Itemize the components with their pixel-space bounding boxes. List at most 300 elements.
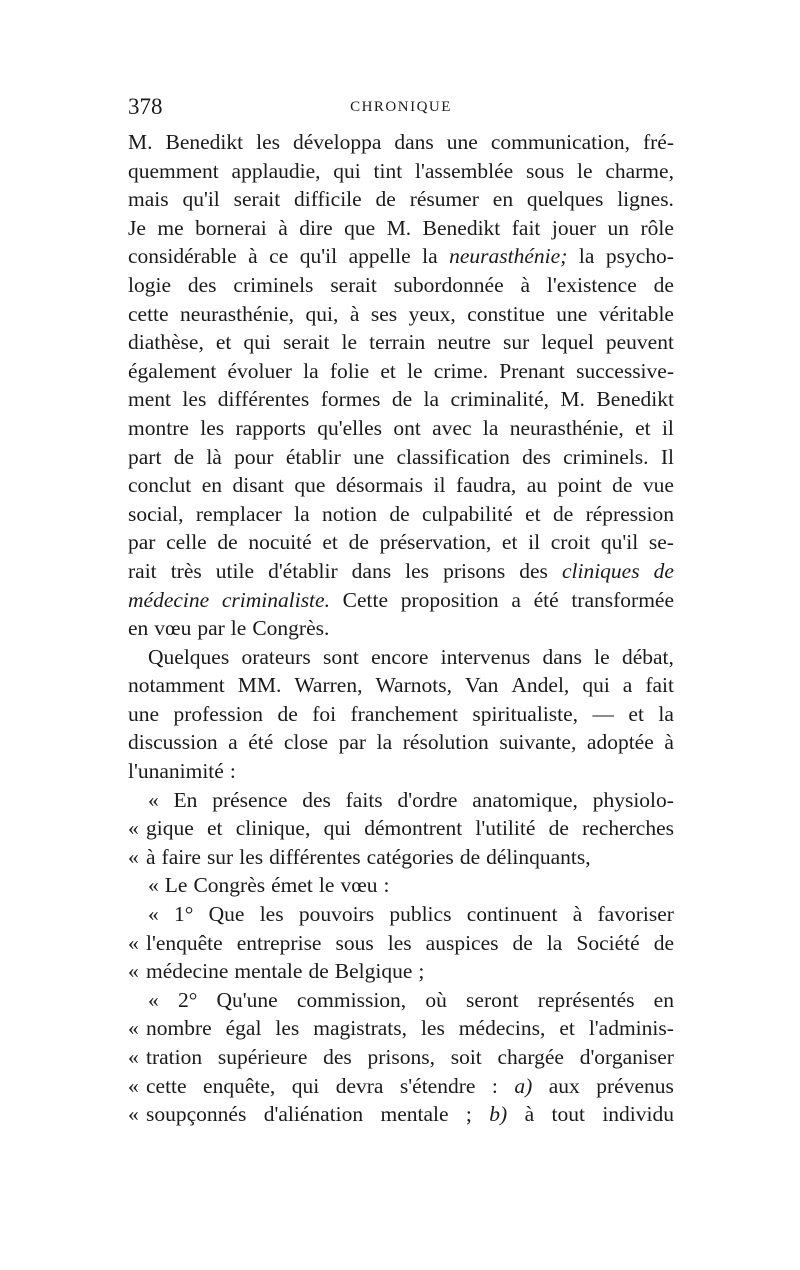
word: qui <box>333 158 361 183</box>
text-line <box>128 157 674 186</box>
word: Quelques <box>148 644 230 669</box>
word: qui <box>582 673 610 698</box>
quote-mark: « <box>128 930 139 955</box>
word: Andel, <box>511 673 570 698</box>
word: nombre <box>146 1016 212 1041</box>
word: « <box>148 987 159 1012</box>
word: et <box>215 330 232 355</box>
word: représentés <box>537 987 635 1012</box>
word: faits <box>345 787 383 812</box>
word: anatomique, <box>472 787 578 812</box>
word: en <box>128 616 149 641</box>
word: un <box>607 215 630 240</box>
word: Benedikt <box>422 215 501 240</box>
word: les <box>200 415 225 440</box>
word: médecins, <box>458 1016 546 1041</box>
word: mais <box>128 187 169 212</box>
text-line <box>128 986 674 1015</box>
word: Que <box>208 902 245 927</box>
word: la <box>422 244 438 269</box>
word: les <box>182 387 207 412</box>
word: une <box>353 444 385 469</box>
word: « <box>148 902 159 927</box>
word: Société <box>576 930 640 955</box>
text-line <box>128 443 674 472</box>
word: serait <box>282 330 330 355</box>
word: de <box>389 501 410 526</box>
word: une <box>128 701 160 726</box>
word: de <box>612 473 633 498</box>
word: dans <box>394 130 434 154</box>
word: Warren, <box>294 673 363 698</box>
word: les <box>405 558 430 583</box>
word: des <box>323 1045 352 1069</box>
word: à <box>664 730 674 755</box>
word: formes <box>320 387 381 412</box>
word: criminaliste. <box>221 587 330 612</box>
word: culpabilité <box>421 501 513 526</box>
word: différentes <box>269 844 361 869</box>
word: close <box>283 730 329 755</box>
text-line <box>128 900 674 929</box>
word: faire <box>161 844 201 869</box>
word: disant <box>232 473 284 498</box>
word: à <box>278 215 288 240</box>
word: sous <box>525 158 565 183</box>
text-line <box>128 300 674 329</box>
word: à <box>520 272 531 297</box>
word: celle <box>166 530 207 555</box>
word: de <box>375 187 396 212</box>
word: qui, <box>305 301 339 326</box>
word: la <box>294 501 310 526</box>
word: répression <box>585 501 674 526</box>
word: Qu'une <box>216 987 278 1012</box>
word: à <box>524 1102 535 1127</box>
word: criminels. <box>563 444 649 469</box>
word: supérieure <box>217 1045 308 1069</box>
word: Congrès. <box>252 616 330 641</box>
word: jouer <box>551 215 597 240</box>
word: la <box>546 930 563 955</box>
word: et <box>206 816 223 841</box>
word: suivante, <box>499 730 577 755</box>
word: qu'il <box>600 530 639 555</box>
word: bornerai <box>195 215 267 240</box>
word: qu'il <box>299 244 338 269</box>
running-title: CHRONIQUE <box>350 99 452 115</box>
word: de <box>277 701 298 726</box>
text-line <box>128 814 674 843</box>
word: a <box>511 587 521 612</box>
word: Warnots, <box>375 673 452 698</box>
word: de <box>653 930 674 955</box>
word: la <box>578 244 595 269</box>
word: les <box>420 1016 445 1041</box>
word: de <box>391 387 413 412</box>
word: qui <box>323 816 352 841</box>
word: vue <box>642 473 674 498</box>
word: vœu <box>154 616 192 641</box>
word: encore <box>371 644 429 669</box>
word: de <box>348 530 369 555</box>
word: psycho- <box>605 244 674 269</box>
word: d'aliénation <box>263 1102 364 1127</box>
word: le <box>341 330 358 355</box>
word: lequel <box>541 330 594 355</box>
word: pour <box>234 444 274 469</box>
word: cette <box>146 1073 187 1098</box>
word: l'utilité <box>475 816 536 841</box>
word: là <box>206 444 222 469</box>
text-line <box>128 414 674 443</box>
word: tration <box>146 1045 203 1069</box>
word: lignes. <box>617 187 674 212</box>
word: serait <box>330 272 377 297</box>
word: « <box>148 873 159 898</box>
word: neurasthénie, <box>509 415 624 440</box>
word: criminels <box>233 272 314 297</box>
word: résumer <box>409 187 479 212</box>
word: de <box>173 444 195 469</box>
word: le <box>577 158 593 183</box>
word: également <box>128 358 217 383</box>
text-line <box>128 471 674 500</box>
word: foi <box>312 701 337 726</box>
word: terrain <box>369 330 426 355</box>
word: l'unanimité <box>128 759 224 784</box>
text-line <box>128 357 674 386</box>
word: diathèse, <box>128 330 204 355</box>
word: aux <box>548 1073 580 1098</box>
word: ; <box>465 1102 472 1127</box>
word: adoptée <box>586 730 654 755</box>
word: Benedikt <box>165 130 244 154</box>
word: considérable <box>128 244 237 269</box>
word: qu'il <box>182 187 220 212</box>
word: au <box>526 473 547 498</box>
word: débat, <box>621 644 674 669</box>
word: où <box>425 987 447 1012</box>
word: intervenus <box>440 644 531 669</box>
word: conclut <box>128 473 192 498</box>
text-line <box>128 271 674 300</box>
word: Van <box>464 673 499 698</box>
word: dans <box>351 558 392 583</box>
word: et <box>322 530 338 555</box>
word: difficile <box>294 187 362 212</box>
text-line <box>128 1043 674 1072</box>
word: et <box>635 415 651 440</box>
word: : <box>491 1073 498 1098</box>
word: et <box>380 358 396 383</box>
text-line <box>128 214 674 243</box>
body-text <box>128 128 674 1129</box>
word: en <box>201 473 223 498</box>
quote-line-body <box>146 843 674 872</box>
word: dans <box>542 644 582 669</box>
word: sont <box>322 644 359 669</box>
word: profession <box>173 701 264 726</box>
word: de <box>552 501 574 526</box>
word: de <box>548 816 569 841</box>
page-header <box>128 92 674 122</box>
word: prévenus <box>596 1073 674 1098</box>
word: ses <box>370 301 398 326</box>
word: des <box>519 558 548 583</box>
quote-mark: « <box>128 1045 139 1069</box>
word: l'adminis- <box>588 1016 674 1041</box>
text-line <box>128 757 674 786</box>
word: applaudie, <box>231 158 321 183</box>
word: les <box>256 130 281 154</box>
word: il <box>528 530 541 555</box>
word: le <box>318 873 335 898</box>
word: émet <box>271 873 313 898</box>
word: individu <box>602 1102 674 1127</box>
word: physiolo- <box>592 787 674 812</box>
word: d'ordre <box>397 787 458 812</box>
word: notion <box>322 501 377 526</box>
word: orateurs <box>241 644 311 669</box>
word: discussion <box>128 730 218 755</box>
word: enquête, <box>203 1073 276 1098</box>
word: Le <box>164 873 188 898</box>
word: médecine <box>128 587 210 612</box>
word: seront <box>466 987 519 1012</box>
word: et <box>628 701 644 726</box>
word: social, <box>128 501 184 526</box>
word: part <box>128 444 162 469</box>
text-line <box>128 528 674 557</box>
text-line <box>128 586 674 615</box>
word: M. <box>560 387 585 412</box>
word: mentale <box>234 959 303 984</box>
word: dire <box>299 215 333 240</box>
text-line <box>128 128 674 157</box>
quote-mark: « <box>128 959 139 984</box>
text-line <box>128 557 674 586</box>
word: médecine <box>146 959 229 984</box>
word: de <box>512 930 533 955</box>
word: sous <box>335 930 374 955</box>
quote-mark: « <box>128 816 139 841</box>
word: proposition <box>400 587 499 612</box>
word: subordonnée <box>393 272 504 297</box>
word: la <box>658 701 674 726</box>
word: d'organiser <box>579 1045 674 1069</box>
word: croit <box>550 530 591 555</box>
word: utile <box>215 558 255 583</box>
word: point <box>557 473 602 498</box>
word: neurasthénie, <box>180 301 295 326</box>
word: gique <box>146 816 194 841</box>
word: et <box>501 530 518 555</box>
word: été <box>248 730 274 755</box>
word: Benedikt <box>596 387 674 412</box>
word: crime. <box>433 358 489 383</box>
word: de <box>308 959 329 984</box>
text-line <box>128 1072 674 1101</box>
word: une <box>556 301 588 326</box>
page-number: 378 <box>128 94 163 119</box>
word: peuvent <box>605 330 674 355</box>
word: l'existence <box>546 272 637 297</box>
word: b) <box>489 1102 508 1127</box>
word: que <box>294 473 326 498</box>
word: préservation, <box>379 530 492 555</box>
word: évoluer <box>227 358 292 383</box>
word: auspices <box>425 930 499 955</box>
word: cliniques <box>561 558 640 583</box>
word: Congrès <box>193 873 266 898</box>
word: égal <box>225 1016 262 1041</box>
word: il <box>433 473 446 498</box>
word: continuent <box>466 902 558 927</box>
word: établir <box>285 444 341 469</box>
text-line <box>128 328 674 357</box>
word: « <box>148 787 159 812</box>
word: neutre <box>437 330 491 355</box>
word: criminalité, <box>450 387 550 412</box>
word: qui <box>243 330 271 355</box>
word: Je <box>128 215 146 240</box>
text-line <box>128 643 674 672</box>
word: fré- <box>642 130 674 154</box>
quote-line-body <box>146 814 674 843</box>
word: charme, <box>605 158 674 183</box>
word: publics <box>389 902 452 927</box>
word: différentes <box>217 387 310 412</box>
word: des <box>302 787 331 812</box>
quote-mark: « <box>128 1016 139 1041</box>
word: se- <box>648 530 674 555</box>
word: Prenant <box>499 358 565 383</box>
word: prisons, <box>367 1045 435 1069</box>
text-line <box>128 700 674 729</box>
word: les <box>259 902 284 927</box>
word: vœu <box>340 873 378 898</box>
text-line <box>128 671 674 700</box>
word: : <box>229 759 236 784</box>
word: montre <box>128 415 189 440</box>
word: délinquants, <box>486 844 591 869</box>
quote-mark: « <box>128 1102 139 1127</box>
word: chargée <box>497 1045 564 1069</box>
word: l'assemblée <box>415 158 514 183</box>
word: yeux, <box>408 301 456 326</box>
text-line <box>128 242 674 271</box>
word: à <box>146 844 156 869</box>
word: a <box>228 730 238 755</box>
word: des <box>187 272 217 297</box>
word: de <box>459 844 481 869</box>
word: la <box>376 730 393 755</box>
word: 2° <box>177 987 198 1012</box>
text-line <box>128 957 674 986</box>
word: MM. <box>237 673 282 698</box>
text-line <box>128 185 674 214</box>
word: qu'elles <box>317 415 383 440</box>
word: l'enquête <box>146 930 223 955</box>
word: de <box>653 558 674 583</box>
word: rapports <box>235 415 306 440</box>
word: M. <box>128 130 153 154</box>
word: soit <box>450 1045 482 1069</box>
word: par <box>128 530 156 555</box>
word: et <box>525 501 541 526</box>
word: spiritualiste, <box>472 701 579 726</box>
word: tint <box>373 158 403 183</box>
word: transformée <box>571 587 674 612</box>
word: très <box>170 558 202 583</box>
word: constitue <box>467 301 545 326</box>
word: de <box>217 530 238 555</box>
word: pouvoirs <box>298 902 375 927</box>
word: fait <box>645 673 674 698</box>
word: notamment <box>128 673 225 698</box>
text-line <box>128 614 674 643</box>
word: à <box>572 902 583 927</box>
word: par <box>338 730 367 755</box>
word: franchement <box>350 701 458 726</box>
word: Belgique <box>334 959 413 984</box>
word: à <box>349 301 360 326</box>
word: démontrent <box>364 816 463 841</box>
word: logie <box>128 272 171 297</box>
text-line <box>128 728 674 757</box>
word: nocuité <box>248 530 312 555</box>
word: devra <box>335 1073 384 1098</box>
word: que <box>344 215 376 240</box>
word: faudra, <box>455 473 517 498</box>
word: par <box>197 616 225 641</box>
quote-mark: « <box>128 1073 139 1098</box>
word: à <box>248 244 258 269</box>
text-line <box>128 871 674 900</box>
word: le <box>407 358 423 383</box>
word: en <box>492 187 514 212</box>
quote-line-body <box>146 1014 674 1043</box>
word: Il <box>660 444 674 469</box>
word: 1° <box>174 902 194 927</box>
word: développa <box>293 130 382 154</box>
quote-line-body <box>146 1043 674 1072</box>
word: véritable <box>598 301 674 326</box>
word: ment <box>128 387 171 412</box>
word: la <box>482 415 499 440</box>
word: ; <box>418 959 425 984</box>
word: sur <box>206 844 234 869</box>
word: cette <box>128 301 169 326</box>
word: il <box>661 415 674 440</box>
word: résolution <box>402 730 489 755</box>
word: classification <box>396 444 510 469</box>
word: ont <box>393 415 421 440</box>
word: s'étendre <box>399 1073 476 1098</box>
word: des <box>522 444 551 469</box>
word: une <box>446 130 478 154</box>
word: entreprise <box>236 930 322 955</box>
text-line <box>128 843 674 872</box>
word: remplacer <box>195 501 282 526</box>
word: : <box>383 873 390 898</box>
word: les <box>239 844 264 869</box>
text-line <box>128 500 674 529</box>
word: avec <box>432 415 472 440</box>
word: favoriser <box>597 902 674 927</box>
word: le <box>230 616 247 641</box>
